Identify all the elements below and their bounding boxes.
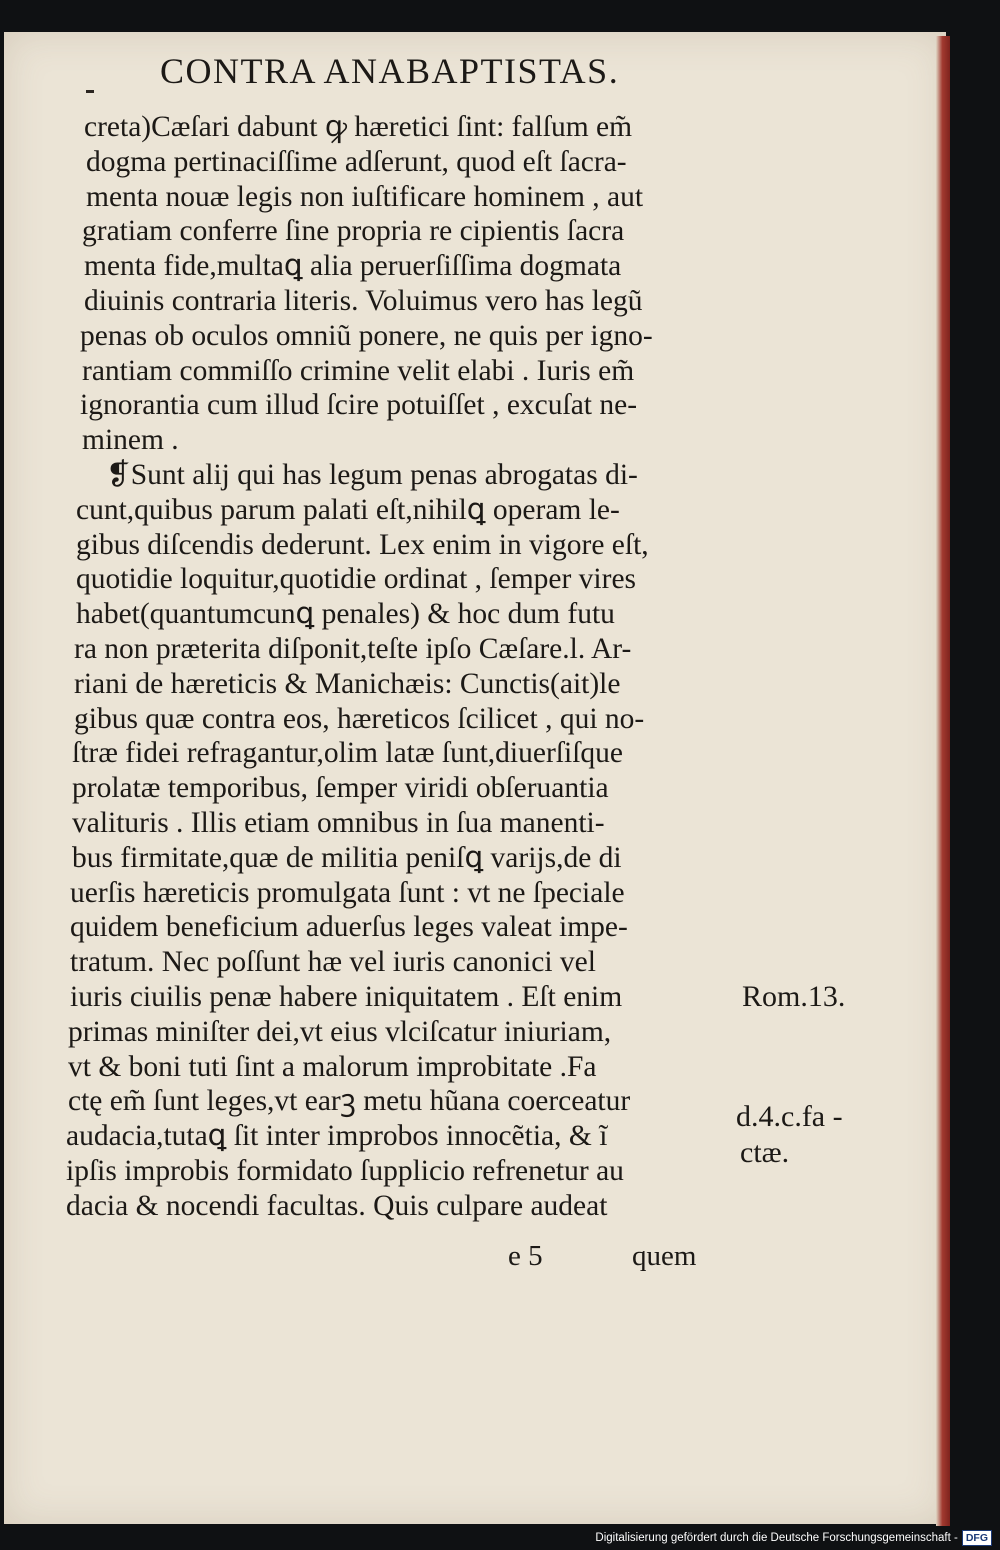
signature-mark: e 5 (508, 1240, 543, 1272)
text-line: audacia,tutaꝗ ſit inter improbos innocẽtia, & ĩ (66, 1120, 608, 1153)
text-line: ctę em̃ ſunt leges,vt earꝫ metu hũana coerceatur (68, 1085, 631, 1118)
text-line: menta fide,multaꝗ alia peruerſiſſima dogmata (84, 250, 622, 283)
text-line: penas ob oculos omniũ ponere, ne quis per igno- (80, 319, 653, 352)
text-line: minem . (82, 424, 179, 457)
text-line: quidem beneficium aduerſus leges valeat impe- (70, 911, 628, 944)
text-line: habet(quantumcunꝗ penales) & hoc dum futu (76, 598, 615, 631)
page-edge (936, 36, 950, 1526)
text-line: uerſis hæreticis promulgata ſunt : vt ne ſpeciale (70, 876, 625, 909)
text-line: dacia & nocendi facultas. Quis culpare audeat (66, 1189, 608, 1222)
text-line: rantiam commiſſo crimine velit elabi . Iuris em̃ (82, 354, 635, 387)
text-line: ❡Sunt alij qui has legum penas abrogatas di- (106, 458, 638, 491)
text-line: creta)Cæſari dabunt ꝙ hæretici ſint: falſum em̃ (84, 111, 633, 143)
text-line: iuris ciuilis penæ habere iniquitatem . Eſt enim (70, 980, 623, 1013)
catchword: quem (632, 1240, 697, 1272)
text-line: ſtræ fidei refragantur,olim latæ ſunt,diuerſiſque (72, 737, 623, 770)
text-line: menta nouæ legis non iuſtificare hominem , aut (86, 180, 644, 213)
text-line: riani de hæreticis & Manichæis: Cunctis(ait)le (74, 667, 621, 700)
margin-note-distinctio: d.4.c.fa - (736, 1100, 843, 1133)
text-line: tratum. Nec poſſunt hæ vel iuris canonici vel (70, 946, 596, 979)
text-line: primas miniſter dei,vt eius vlciſcatur iniuriam, (68, 1015, 612, 1048)
margin-note-factae: ctæ. (740, 1136, 790, 1169)
text-line: prolatæ temporibus, ſemper viridi obſeruantia (72, 772, 609, 805)
ink-mark (86, 90, 94, 93)
text-line: bus firmitate,quæ de militia peniſꝗ varijs,de di (72, 841, 622, 874)
text-line: cunt,quibus parum palati eſt,nihilꝗ operam le- (76, 493, 620, 526)
text-line: ignorantia cum illud ſcire potuiſſet , excuſat ne- (80, 389, 638, 422)
text-line: quotidie loquitur,quotidie ordinat , ſemper vires (76, 563, 637, 596)
text-line: ra non præterita diſponit,teſte ipſo Cæſare.l. Ar- (74, 632, 632, 665)
text-line: gibus quæ contra eos, hæreticos ſcilicet , qui no- (74, 702, 645, 735)
text-line: vt & boni tuti ſint a malorum improbitate .Fa (68, 1050, 597, 1083)
text-line: dogma pertinaciſſime adſerunt, quod eſt ſacra- (86, 145, 627, 178)
footer-text: Digitalisierung gefördert durch die Deutsche Forschungsgemeinschaft - (595, 1532, 958, 1544)
running-head: CONTRA ANABAPTISTAS. (160, 51, 620, 91)
text-line: ipſis improbis formidato ſupplicio refrenetur au (66, 1154, 624, 1187)
text-line: gibus diſcendis dederunt. Lex enim in vigore eſt, (76, 528, 649, 561)
text-line: valituris . Illis etiam omnibus in ſua manenti- (72, 806, 605, 839)
margin-note-rom: Rom.13. (742, 980, 846, 1013)
dfg-logo: DFG (962, 1530, 992, 1546)
text-line: diuinis contraria literis. Voluimus vero has legũ (84, 284, 643, 317)
footer-credit (595, 1528, 992, 1548)
main-text-block (64, 110, 744, 1224)
text-line: gratiam conferre ſine propria re cipientis ſacra (82, 215, 625, 248)
